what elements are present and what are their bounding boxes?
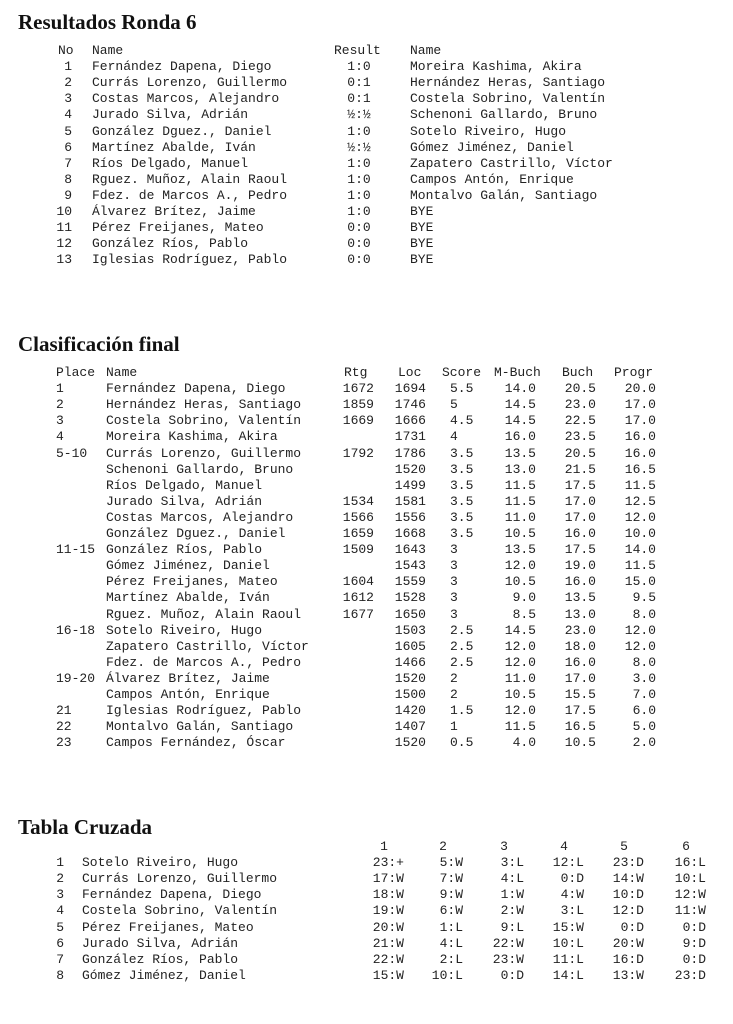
standing-loc: 1500 <box>394 687 426 702</box>
round-result: 23:D <box>612 855 644 871</box>
round-result: 0:D <box>620 919 644 935</box>
round-result: 4:L <box>500 871 524 887</box>
round-result: 4:W <box>560 887 584 903</box>
standing-progr: 12.0 <box>624 638 656 654</box>
standing-mbuch: 13.5 <box>504 542 536 558</box>
white-player: Pérez Freijanes, Mateo <box>92 220 264 236</box>
round-result: 10:L <box>431 967 463 983</box>
player-number: 2 <box>56 871 64 887</box>
standing-buch: 16.0 <box>564 574 596 590</box>
standing-progr: 14.0 <box>624 542 656 558</box>
standing-buch: 16.5 <box>564 719 596 735</box>
standing-rtg: 1859 <box>342 397 374 413</box>
round-result: 11:W <box>674 903 706 919</box>
standing-name: Campos Fernández, Óscar <box>106 735 286 751</box>
player-name: Sotelo Riveiro, Hugo <box>82 855 239 871</box>
standing-place: 16-18 <box>56 622 96 638</box>
standing-name: Álvarez Brítez, Jaime <box>106 670 270 686</box>
standing-buch: 13.0 <box>564 606 596 622</box>
round-header: 3 <box>500 839 508 854</box>
standing-progr: 12.0 <box>624 622 656 638</box>
standing-name: Moreira Kashima, Akira <box>106 429 278 445</box>
player-name: Costela Sobrino, Valentín <box>82 903 278 919</box>
round-result: 11:L <box>552 951 584 967</box>
game-result: 0:0 <box>347 236 371 252</box>
standing-mbuch: 13.0 <box>504 461 536 477</box>
standing-mbuch: 10.5 <box>504 526 536 541</box>
standing-rtg: 1566 <box>342 509 374 525</box>
standing-progr: 7.0 <box>632 687 656 702</box>
standing-score: 1 <box>450 719 458 735</box>
round-result: 7:W <box>439 871 463 887</box>
black-player: Sotelo Riveiro, Hugo <box>410 123 567 139</box>
white-player: Ríos Delgado, Manuel <box>92 155 249 171</box>
standing-progr: 16.5 <box>624 461 656 477</box>
round-result: 20:W <box>372 919 404 935</box>
round-result: 14:L <box>552 967 584 983</box>
round-header: 5 <box>620 839 628 854</box>
black-player: Montalvo Galán, Santiago <box>410 187 598 203</box>
round-result: 15:W <box>372 967 404 983</box>
player-name: Jurado Silva, Adrián <box>82 935 239 951</box>
game-result: 1:0 <box>347 187 371 203</box>
black-player: Hernández Heras, Santiago <box>410 75 606 91</box>
standing-place: 1 <box>56 381 64 397</box>
standing-name: Montalvo Galán, Santiago <box>106 719 294 735</box>
col-header-mbuch: M-Buch <box>494 365 541 380</box>
standing-buch: 17.0 <box>564 670 596 686</box>
round-result: 16:L <box>674 855 706 871</box>
standing-loc: 1503 <box>394 622 426 638</box>
standing-mbuch: 12.0 <box>504 558 536 574</box>
standing-name: Fernández Dapena, Diego <box>106 381 286 397</box>
game-result: 0:0 <box>347 220 371 236</box>
standing-score: 2.5 <box>450 622 474 638</box>
standing-loc: 1650 <box>394 606 426 622</box>
standing-name: Gómez Jiménez, Daniel <box>106 558 270 574</box>
standing-name: Campos Antón, Enrique <box>106 687 270 702</box>
round-result: 14:W <box>612 871 644 887</box>
round-result: 16:D <box>612 951 644 967</box>
board-number: 7 <box>64 155 72 171</box>
standing-rtg: 1677 <box>342 606 374 622</box>
standing-score: 3.5 <box>450 509 474 525</box>
standing-name: González Ríos, Pablo <box>106 542 263 558</box>
standing-loc: 1731 <box>394 429 426 445</box>
standing-score: 3.5 <box>450 445 474 461</box>
player-number: 7 <box>56 951 64 967</box>
standing-buch: 23.5 <box>564 429 596 445</box>
round-result: 12:W <box>674 887 706 903</box>
round-result: 3:L <box>500 855 524 871</box>
game-result: 0:0 <box>347 252 371 268</box>
standing-mbuch: 12.0 <box>504 654 536 670</box>
standing-loc: 1746 <box>394 397 426 413</box>
standing-buch: 21.5 <box>564 461 596 477</box>
standing-buch: 16.0 <box>564 654 596 670</box>
round-result: 3:L <box>560 903 584 919</box>
standing-progr: 20.0 <box>624 381 656 397</box>
standing-mbuch: 11.0 <box>504 509 536 525</box>
final-standings-title: Clasificación final <box>18 332 180 356</box>
standing-mbuch: 10.5 <box>504 687 536 702</box>
standing-buch: 17.5 <box>564 703 596 719</box>
standing-buch: 15.5 <box>564 687 596 702</box>
standing-mbuch: 12.0 <box>504 703 536 719</box>
standing-buch: 10.5 <box>564 735 596 751</box>
round-result: 13:W <box>612 967 644 983</box>
standing-score: 2.5 <box>450 654 474 670</box>
game-result: ½:½ <box>347 139 371 155</box>
standing-loc: 1543 <box>394 558 426 574</box>
standing-score: 2 <box>450 670 458 686</box>
board-number: 11 <box>56 220 72 236</box>
player-number: 1 <box>56 855 64 871</box>
round-result: 9:L <box>500 919 524 935</box>
standing-progr: 12.0 <box>624 509 656 525</box>
standing-place: 23 <box>56 735 72 751</box>
round-result: 23:W <box>492 951 524 967</box>
standing-progr: 11.5 <box>624 477 656 493</box>
standing-score: 3.5 <box>450 477 474 493</box>
standing-mbuch: 12.0 <box>504 638 536 654</box>
round-result: 6:W <box>439 903 463 919</box>
board-number: 3 <box>64 91 72 107</box>
standing-name: Pérez Freijanes, Mateo <box>106 574 278 590</box>
col-header-place: Place <box>56 365 96 380</box>
standing-loc: 1581 <box>394 493 426 509</box>
standing-progr: 2.0 <box>632 735 656 751</box>
standing-buch: 20.5 <box>564 445 596 461</box>
standing-name: González Dguez., Daniel <box>106 526 286 541</box>
standing-mbuch: 11.5 <box>504 493 536 509</box>
standing-score: 3.5 <box>450 461 474 477</box>
standing-progr: 5.0 <box>632 719 656 735</box>
col-header-result: Result <box>334 43 381 58</box>
standing-loc: 1666 <box>394 413 426 429</box>
standing-place: 22 <box>56 719 72 735</box>
round-results-title: Resultados Ronda 6 <box>18 10 197 34</box>
round-header: 2 <box>439 839 447 854</box>
col-header-progr: Progr <box>614 365 654 380</box>
round-result: 19:W <box>372 903 404 919</box>
round-result: 1:W <box>500 887 524 903</box>
black-player: Campos Antón, Enrique <box>410 171 574 187</box>
board-number: 1 <box>64 59 72 75</box>
standing-loc: 1520 <box>394 461 426 477</box>
standing-place: 5-10 <box>56 445 88 461</box>
standing-place: 11-15 <box>56 542 96 558</box>
standing-score: 3 <box>450 558 458 574</box>
round-result: 20:W <box>612 935 644 951</box>
standing-buch: 13.5 <box>564 590 596 606</box>
round-result: 0:D <box>682 919 706 935</box>
player-name: Gómez Jiménez, Daniel <box>82 967 246 983</box>
black-player: Schenoni Gallardo, Bruno <box>410 107 598 123</box>
standing-score: 0.5 <box>450 735 474 751</box>
standing-score: 4.5 <box>450 413 474 429</box>
standing-name: Hernández Heras, Santiago <box>106 397 302 413</box>
white-player: Jurado Silva, Adrián <box>92 107 249 123</box>
round-result: 10:L <box>552 935 584 951</box>
standing-score: 3.5 <box>450 526 474 541</box>
round-result: 2:L <box>439 951 463 967</box>
standing-name: Costela Sobrino, Valentín <box>106 413 302 429</box>
standing-loc: 1694 <box>394 381 426 397</box>
standing-score: 1.5 <box>450 703 474 719</box>
standing-loc: 1520 <box>394 735 426 751</box>
standing-mbuch: 10.5 <box>504 574 536 590</box>
standing-loc: 1668 <box>394 526 426 541</box>
standing-loc: 1528 <box>394 590 426 606</box>
standing-loc: 1407 <box>394 719 426 735</box>
board-number: 13 <box>56 252 72 268</box>
game-result: 1:0 <box>347 171 371 187</box>
round-header: 4 <box>560 839 568 854</box>
board-number: 5 <box>64 123 72 139</box>
standing-progr: 17.0 <box>624 397 656 413</box>
cross-table-title: Tabla Cruzada <box>18 815 153 839</box>
standing-progr: 16.0 <box>624 429 656 445</box>
standing-mbuch: 11.5 <box>504 477 536 493</box>
player-name: Pérez Freijanes, Mateo <box>82 919 254 935</box>
round-result: 2:W <box>500 903 524 919</box>
standing-loc: 1466 <box>394 654 426 670</box>
standing-mbuch: 14.5 <box>504 622 536 638</box>
col-header-score: Score <box>442 365 482 380</box>
round-result: 10:D <box>612 887 644 903</box>
game-result: ½:½ <box>347 107 371 123</box>
standing-mbuch: 11.0 <box>504 670 536 686</box>
player-name: González Ríos, Pablo <box>82 951 239 967</box>
board-number: 12 <box>56 236 72 252</box>
black-player: Costela Sobrino, Valentín <box>410 91 606 107</box>
standing-loc: 1556 <box>394 509 426 525</box>
standing-buch: 19.0 <box>564 558 596 574</box>
standing-loc: 1643 <box>394 542 426 558</box>
standing-place: 4 <box>56 429 64 445</box>
white-player: Currás Lorenzo, Guillermo <box>92 75 288 91</box>
round-result: 0:D <box>560 871 584 887</box>
round-result: 21:W <box>372 935 404 951</box>
standing-score: 3 <box>450 606 458 622</box>
round-result: 4:L <box>439 935 463 951</box>
standing-buch: 17.5 <box>564 542 596 558</box>
round-result: 17:W <box>372 871 404 887</box>
black-player: Gómez Jiménez, Daniel <box>410 139 574 155</box>
round-result: 0:D <box>682 951 706 967</box>
white-player: Rguez. Muñoz, Alain Raoul <box>92 171 288 187</box>
col-header-rtg: Rtg <box>344 365 368 380</box>
board-number: 4 <box>64 107 72 123</box>
standing-name: Fdez. de Marcos A., Pedro <box>106 654 302 670</box>
standing-loc: 1559 <box>394 574 426 590</box>
black-player: BYE <box>410 236 434 252</box>
standing-rtg: 1672 <box>342 381 374 397</box>
standing-name: Iglesias Rodríguez, Pablo <box>106 703 302 719</box>
standing-score: 4 <box>450 429 458 445</box>
standing-loc: 1520 <box>394 670 426 686</box>
round-result: 10:L <box>674 871 706 887</box>
standing-score: 5.5 <box>450 381 474 397</box>
black-player: BYE <box>410 220 434 236</box>
standing-score: 3 <box>450 542 458 558</box>
col-header-loc: Loc <box>398 365 422 380</box>
white-player: González Ríos, Pablo <box>92 236 249 252</box>
standing-mbuch: 14.5 <box>504 397 536 413</box>
game-result: 1:0 <box>347 155 371 171</box>
game-result: 0:1 <box>347 75 371 91</box>
standing-mbuch: 4.0 <box>512 735 536 751</box>
standing-name: Rguez. Muñoz, Alain Raoul <box>106 606 302 622</box>
round-result: 22:W <box>372 951 404 967</box>
player-number: 8 <box>56 967 64 983</box>
standing-progr: 16.0 <box>624 445 656 461</box>
game-result: 1:0 <box>347 204 371 219</box>
col-header-name: Name <box>410 43 442 58</box>
round-result: 23:D <box>674 967 706 983</box>
standing-buch: 16.0 <box>564 526 596 541</box>
standing-buch: 17.0 <box>564 493 596 509</box>
standing-mbuch: 8.5 <box>512 606 536 622</box>
black-player: BYE <box>410 204 434 219</box>
standing-mbuch: 13.5 <box>504 445 536 461</box>
round-result: 12:L <box>552 855 584 871</box>
standing-progr: 17.0 <box>624 413 656 429</box>
game-result: 1:0 <box>347 59 371 75</box>
standing-rtg: 1534 <box>342 493 374 509</box>
standing-rtg: 1659 <box>342 526 374 541</box>
standing-score: 3 <box>450 574 458 590</box>
round-result: 9:D <box>682 935 706 951</box>
standing-name: Jurado Silva, Adrián <box>106 493 263 509</box>
standing-progr: 15.0 <box>624 574 656 590</box>
standing-name: Martínez Abalde, Iván <box>106 590 270 606</box>
standing-score: 2 <box>450 687 458 702</box>
player-number: 3 <box>56 887 64 903</box>
standing-progr: 9.5 <box>632 590 656 606</box>
standing-progr: 10.0 <box>624 526 656 541</box>
standing-place: 2 <box>56 397 64 413</box>
standing-buch: 17.5 <box>564 477 596 493</box>
standing-rtg: 1669 <box>342 413 374 429</box>
player-number: 5 <box>56 919 64 935</box>
standing-loc: 1420 <box>394 703 426 719</box>
standing-buch: 22.5 <box>564 413 596 429</box>
board-number: 2 <box>64 75 72 91</box>
round-result: 1:L <box>439 919 463 935</box>
round-result: 9:W <box>439 887 463 903</box>
col-header-no: No <box>58 43 74 58</box>
standing-place: 21 <box>56 703 72 719</box>
white-player: Martínez Abalde, Iván <box>92 139 256 155</box>
standing-score: 2.5 <box>450 638 474 654</box>
board-number: 8 <box>64 171 72 187</box>
board-number: 10 <box>56 204 72 219</box>
board-number: 9 <box>64 187 72 203</box>
white-player: Fernández Dapena, Diego <box>92 59 272 75</box>
round-header: 1 <box>380 839 388 854</box>
black-player: Zapatero Castrillo, Víctor <box>410 155 613 171</box>
round-result: 0:D <box>500 967 524 983</box>
white-player: González Dguez., Daniel <box>92 123 272 139</box>
standing-progr: 12.5 <box>624 493 656 509</box>
round-result: 18:W <box>372 887 404 903</box>
standing-rtg: 1604 <box>342 574 374 590</box>
black-player: Moreira Kashima, Akira <box>410 59 582 75</box>
player-name: Currás Lorenzo, Guillermo <box>82 871 278 887</box>
standing-buch: 17.0 <box>564 509 596 525</box>
standing-score: 3 <box>450 590 458 606</box>
standing-rtg: 1612 <box>342 590 374 606</box>
standing-rtg: 1509 <box>342 542 374 558</box>
standing-progr: 8.0 <box>632 654 656 670</box>
col-header-buch: Buch <box>562 365 594 380</box>
standing-buch: 23.0 <box>564 397 596 413</box>
white-player: Iglesias Rodríguez, Pablo <box>92 252 288 268</box>
round-header: 6 <box>682 839 690 854</box>
col-header-name: Name <box>106 365 138 380</box>
round-result: 12:D <box>612 903 644 919</box>
player-name: Fernández Dapena, Diego <box>82 887 262 903</box>
standing-rtg: 1792 <box>342 445 374 461</box>
round-result: 23:+ <box>372 855 404 871</box>
standing-progr: 3.0 <box>632 670 656 686</box>
round-result: 22:W <box>492 935 524 951</box>
white-player: Fdez. de Marcos A., Pedro <box>92 187 288 203</box>
standing-name: Ríos Delgado, Manuel <box>106 477 263 493</box>
standing-name: Zapatero Castrillo, Víctor <box>106 638 309 654</box>
standing-buch: 20.5 <box>564 381 596 397</box>
standing-loc: 1499 <box>394 477 426 493</box>
player-number: 4 <box>56 903 64 919</box>
player-number: 6 <box>56 935 64 951</box>
standing-place: 3 <box>56 413 64 429</box>
standing-score: 3.5 <box>450 493 474 509</box>
game-result: 1:0 <box>347 123 371 139</box>
standing-mbuch: 14.0 <box>504 381 536 397</box>
standing-name: Schenoni Gallardo, Bruno <box>106 461 294 477</box>
round-result: 15:W <box>552 919 584 935</box>
white-player: Álvarez Brítez, Jaime <box>92 204 256 219</box>
standing-place: 19-20 <box>56 670 96 686</box>
standing-progr: 6.0 <box>632 703 656 719</box>
round-result: 5:W <box>439 855 463 871</box>
standing-mbuch: 16.0 <box>504 429 536 445</box>
standing-buch: 18.0 <box>564 638 596 654</box>
standing-score: 5 <box>450 397 458 413</box>
standing-mbuch: 11.5 <box>504 719 536 735</box>
standing-name: Costas Marcos, Alejandro <box>106 509 294 525</box>
standing-progr: 8.0 <box>632 606 656 622</box>
standing-name: Currás Lorenzo, Guillermo <box>106 445 302 461</box>
standing-loc: 1605 <box>394 638 426 654</box>
white-player: Costas Marcos, Alejandro <box>92 91 280 107</box>
standing-mbuch: 14.5 <box>504 413 536 429</box>
standing-progr: 11.5 <box>624 558 656 574</box>
standing-mbuch: 9.0 <box>512 590 536 606</box>
black-player: BYE <box>410 252 434 268</box>
standing-name: Sotelo Riveiro, Hugo <box>106 622 263 638</box>
standing-buch: 23.0 <box>564 622 596 638</box>
board-number: 6 <box>64 139 72 155</box>
standing-loc: 1786 <box>394 445 426 461</box>
col-header-name: Name <box>92 43 124 58</box>
game-result: 0:1 <box>347 91 371 107</box>
